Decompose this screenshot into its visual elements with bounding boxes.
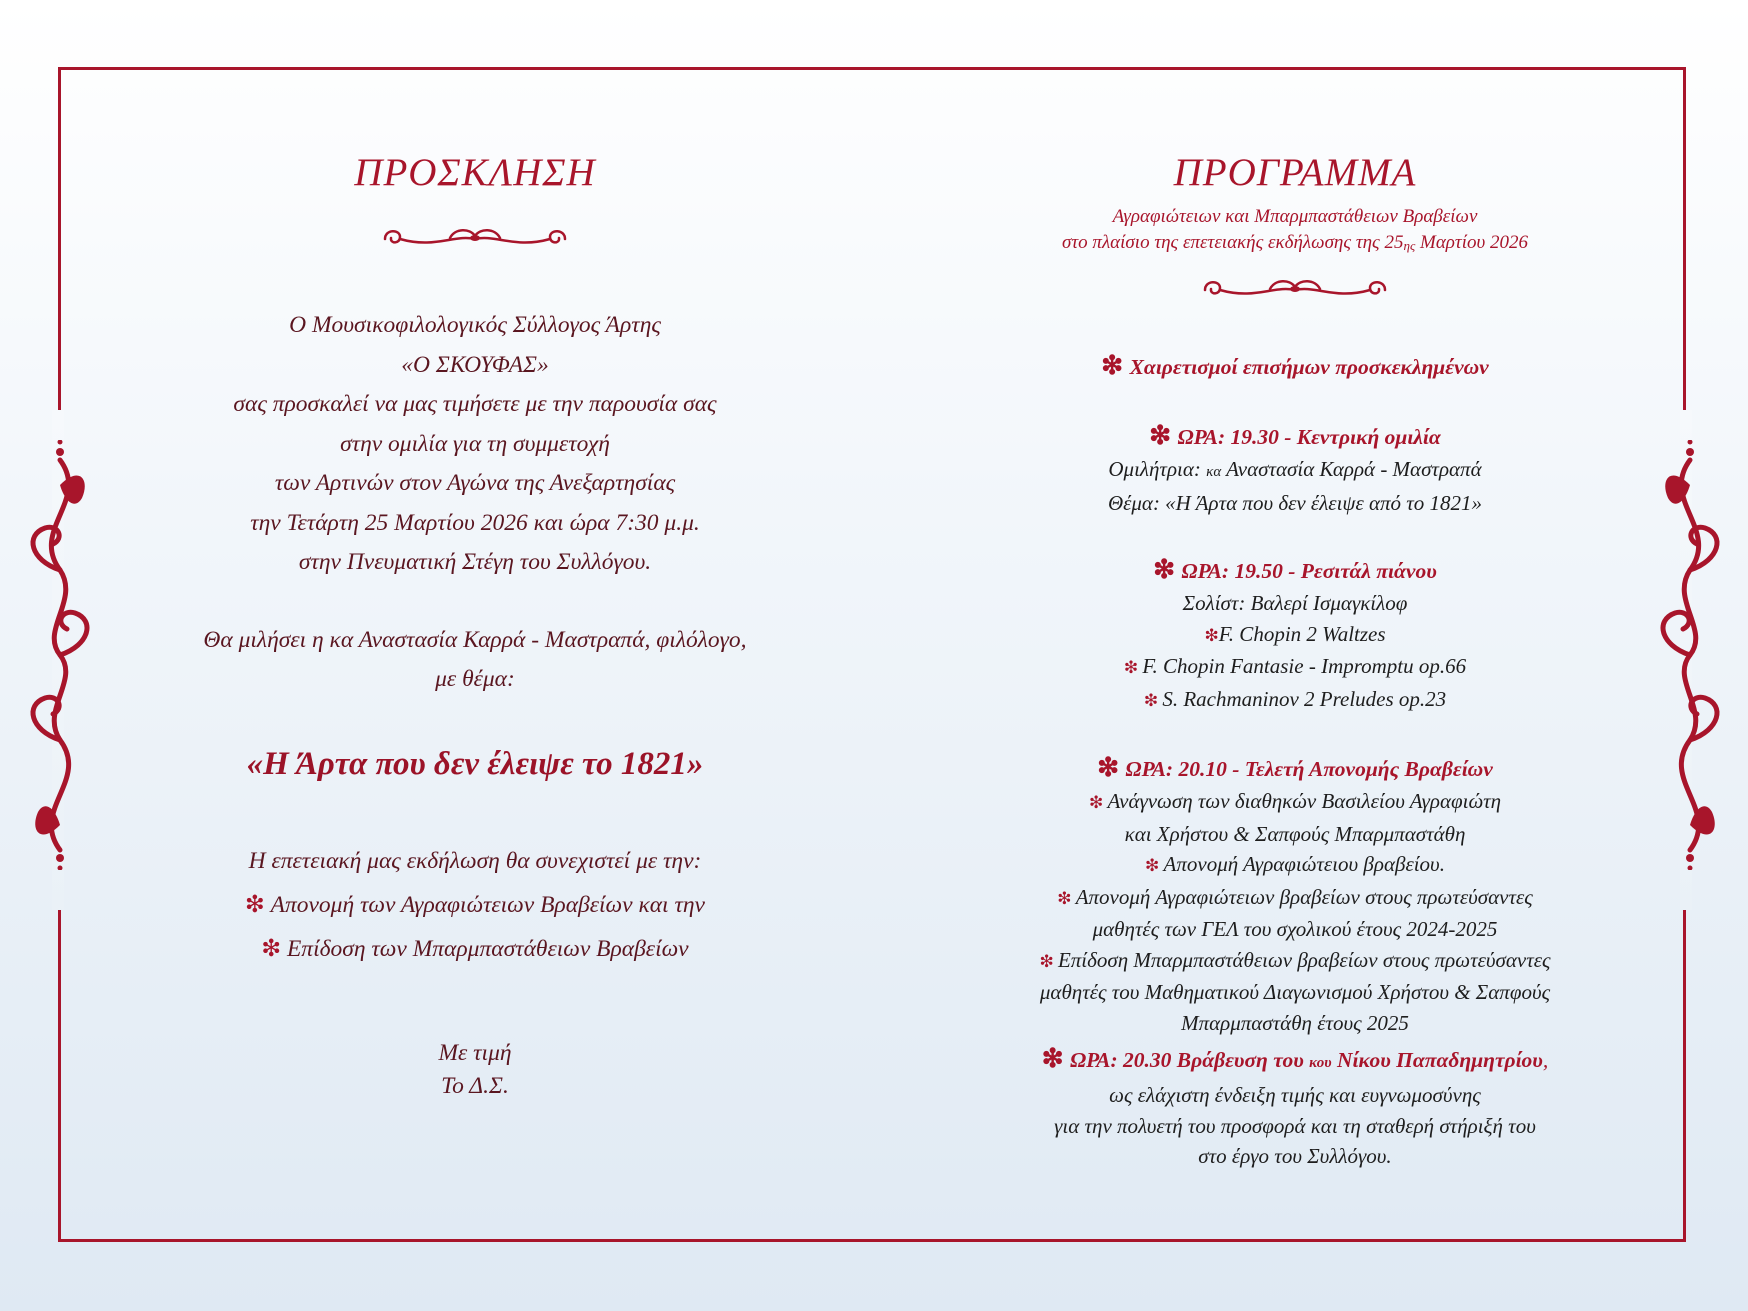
- asterisk-flower-icon: ❇: [1153, 555, 1182, 584]
- sign-regards: Με τιμή: [438, 1039, 512, 1066]
- invite-line: την Τετάρτη 25 Μαρτίου 2026 και ώρα 7:30 μ.μ.: [250, 509, 700, 536]
- continuation-item-text: Επίδοση των Μπαρμπαστάθειων Βραβείων: [286, 935, 689, 962]
- continuation-block: [130, 839, 820, 971]
- invite-line: σας προσκαλεί να μας τιμήσετε με την παρουσία σας: [233, 391, 717, 417]
- invitation-title: ΠΡΟΣΚΛΗΣΗ: [354, 151, 596, 194]
- session-header: ❇ ΩΡΑ: 19.30 - Κεντρική ομιλία: [1149, 421, 1441, 450]
- program-item: ❇ Απονομή Αγραφιώτειων βραβείων στους πρωτεύσαντες: [1057, 884, 1533, 909]
- session-header: ❇ ΩΡΑ: 20.10 - Τελετή Απονομής Βραβείων: [1097, 753, 1493, 782]
- invitation-column: [130, 150, 820, 1103]
- invite-line: Ο Μουσικοφιλολογικός Σύλλογος Άρτης: [289, 312, 661, 338]
- program-item-cont: μαθητές των ΓΕΛ του σχολικού έτους 2024-2025: [1092, 917, 1498, 941]
- program-item-cont: μαθητές του Μαθηματικού Διαγωνισμού Χρήστου & Σαπφούς: [1039, 980, 1551, 1004]
- program-subtitle: [950, 204, 1640, 259]
- continuation-item: [130, 927, 820, 971]
- asterisk-flower-icon: ❇: [1039, 951, 1058, 971]
- sign-board: Το Δ.Σ.: [441, 1072, 509, 1099]
- program-title: ΠΡΟΓΡΑΜΜΑ: [1173, 151, 1417, 194]
- invite-line: στην Πνευματική Στέγη του Συλλόγου.: [298, 549, 652, 575]
- program-item: ❇ F. Chopin Fantasie - Impromptu op.66: [1123, 654, 1467, 678]
- asterisk-flower-icon: ❇: [245, 891, 271, 918]
- program-item: ❇ Ανάγνωση των διαθηκών Βασιλείου Αγραφιώτη: [1088, 789, 1502, 813]
- program-item-cont: Μπαρμπαστάθη έτους 2025: [1181, 1010, 1409, 1035]
- program-item-cont: και Χρήστου & Σαπφούς Μπαρμπαστάθη: [1124, 821, 1466, 846]
- honor-line: ως ελάχιστη ένδειξη τιμής και ευγνωμοσύνης: [1109, 1083, 1481, 1107]
- asterisk-flower-icon: ❇: [1101, 351, 1130, 380]
- program-subtitle-line1: Αγραφιώτειων και Μπαρμπαστάθειων Βραβείων: [1112, 206, 1478, 227]
- continuation-intro: Η επετειακή μας εκδήλωση θα συνεχιστεί με την:: [248, 847, 702, 874]
- continuation-item-text: Απονομή των Αγραφιώτειων Βραβείων και την: [270, 891, 705, 918]
- program-item: ❇ Απονομή Αγραφιώτειου βραβείου.: [1145, 852, 1445, 876]
- program-item: ❇ S. Rachmaninov 2 Preludes op.23: [1143, 686, 1447, 711]
- invite-line: των Αρτινών στον Αγώνα της Ανεξαρτησίας: [274, 470, 676, 496]
- session-speaker: Ομιλήτρια: κα Αναστασία Καρρά - Μαστραπά: [1108, 457, 1482, 481]
- asterisk-flower-icon: ❇: [1041, 1044, 1071, 1073]
- flourish-divider-icon: [375, 224, 575, 254]
- speaker-line: Θα μιλήσει η κα Αναστασία Καρρά - Μαστραπά, φιλόλογο,: [203, 626, 747, 653]
- program-subtitle-line2: στο πλαίσιο της επετειακής εκδήλωσης της $25_{\eta\varsigma}$ Μαρτίου 2026: [1062, 232, 1528, 253]
- honor-line: στο έργο του Συλλόγου.: [1198, 1144, 1392, 1168]
- session-theme: Θέμα: «Η Άρτα που δεν έλειψε από το 1821»: [1107, 490, 1483, 515]
- honor-line: για την πολυετή του προσφορά και τη σταθερή στήριξή του: [1054, 1113, 1536, 1138]
- asterisk-flower-icon: ❇: [1149, 421, 1178, 450]
- session-header: ❇ ΩΡΑ: 20.30 Βράβευση του κου Νίκου Παπαδημητρίου,: [1041, 1044, 1549, 1073]
- speech-theme: «Η Άρτα που δεν έλειψε το 1821»: [246, 745, 704, 782]
- asterisk-flower-icon: ❇: [261, 935, 287, 962]
- asterisk-flower-icon: ❇: [1097, 753, 1126, 782]
- side-scroll-ornament-right-icon: [1650, 440, 1730, 870]
- asterisk-flower-icon: ❇: [1057, 888, 1076, 908]
- asterisk-flower-icon: ❇: [1088, 793, 1108, 812]
- asterisk-flower-icon: ❇: [1145, 856, 1164, 875]
- program-column: [950, 150, 1640, 1172]
- asterisk-flower-icon: ❇: [1123, 658, 1143, 677]
- session-header: ❇ ΩΡΑ: 19.50 - Ρεσιτάλ πιάνου: [1153, 555, 1437, 584]
- asterisk-flower-icon: ❇: [1204, 625, 1219, 645]
- invite-line: «Ο ΣΚΟΥΦΑΣ»: [401, 351, 549, 378]
- program-list: [950, 349, 1640, 1172]
- asterisk-flower-icon: ❇: [1143, 690, 1163, 710]
- speaker-line: με θέμα:: [435, 666, 515, 692]
- session-soloist: Σολίστ: Βαλερί Ισμαγκίλοφ: [1182, 591, 1408, 615]
- continuation-item: [130, 883, 820, 927]
- greetings-header: ❇ Χαιρετισμοί επισήμων προσκεκλημένων: [1101, 351, 1489, 380]
- program-item: ❇ Επίδοση Μπαρμπαστάθειων βραβείων στους πρωτεύσαντες: [1039, 947, 1551, 972]
- invitation-text: [130, 306, 820, 700]
- side-scroll-ornament-left-icon: [20, 440, 100, 870]
- invite-line: στην ομιλία για τη συμμετοχή: [340, 430, 610, 457]
- flourish-divider-icon: [1195, 275, 1395, 305]
- signature-block: [130, 1037, 820, 1103]
- program-item: ❇F. Chopin 2 Waltzes: [1204, 621, 1386, 646]
